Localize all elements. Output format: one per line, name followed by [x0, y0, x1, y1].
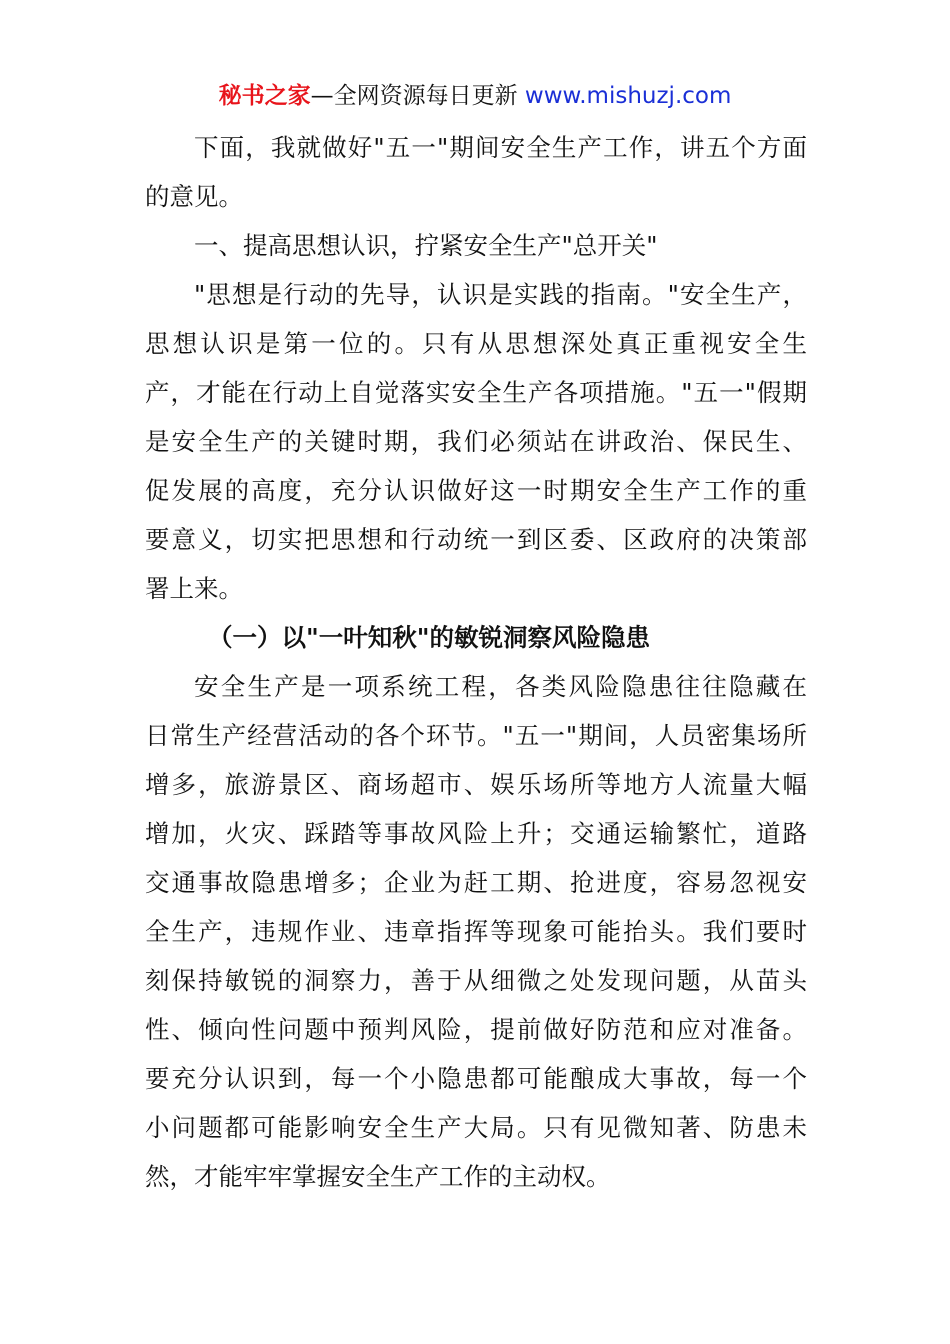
paragraph-line: 的意见。 [145, 182, 243, 211]
site-url[interactable]: www.mishuzj.com [524, 83, 732, 109]
paragraph-line: 署上来。 [145, 574, 243, 603]
site-header [0, 80, 950, 112]
section-heading: 一、提高思想认识，拧紧安全生产"总开关" [194, 231, 658, 260]
subsection-heading: （一）以"一叶知秋"的敏锐洞察风险隐患 [208, 623, 651, 652]
paragraph-line: 刻保持敏锐的洞察力，善于从细微之处发现问题，从苗头 [145, 966, 807, 995]
paragraph-line: 性、倾向性问题中预判风险，提前做好防范和应对准备。 [145, 1015, 807, 1044]
paragraph-line: 安全生产是一项系统工程，各类风险隐患往往隐藏在 [194, 672, 807, 701]
paragraph-line: 产，才能在行动上自觉落实安全生产各项措施。"五一"假期 [145, 378, 807, 407]
paragraph-line: 增多，旅游景区、商场超市、娱乐场所等地方人流量大幅 [145, 770, 807, 799]
brand-name: 秘书之家 [218, 83, 311, 109]
paragraph-line: 要意义，切实把思想和行动统一到区委、区政府的决策部 [145, 525, 807, 554]
paragraph-line: 小问题都可能影响安全生产大局。只有见微知著、防患未 [145, 1113, 807, 1142]
paragraph-line: 交通事故隐患增多；企业为赶工期、抢进度，容易忽视安 [145, 868, 807, 897]
paragraph-line: 促发展的高度，充分认识做好这一时期安全生产工作的重 [145, 476, 807, 505]
paragraph-line: 增加，火灾、踩踏等事故风险上升；交通运输繁忙，道路 [145, 819, 807, 848]
header-tagline: —全网资源每日更新 [310, 83, 518, 109]
paragraph-line: 然，才能牢牢掌握安全生产工作的主动权。 [145, 1162, 611, 1191]
paragraph-line: 是安全生产的关键时期，我们必须站在讲政治、保民生、 [145, 427, 807, 456]
paragraph-line: 要充分认识到，每一个小隐患都可能酿成大事故，每一个 [145, 1064, 807, 1093]
paragraph-line: "思想是行动的先导，认识是实践的指南。"安全生产， [194, 280, 807, 309]
paragraph-line: 日常生产经营活动的各个环节。"五一"期间，人员密集场所 [145, 721, 807, 750]
paragraph-line: 思想认识是第一位的。只有从思想深处真正重视安全生 [145, 329, 807, 358]
paragraph-line: 全生产，违规作业、违章指挥等现象可能抬头。我们要时 [145, 917, 807, 946]
document-body [145, 123, 807, 1201]
paragraph-line: 下面，我就做好"五一"期间安全生产工作，讲五个方面 [194, 133, 807, 162]
